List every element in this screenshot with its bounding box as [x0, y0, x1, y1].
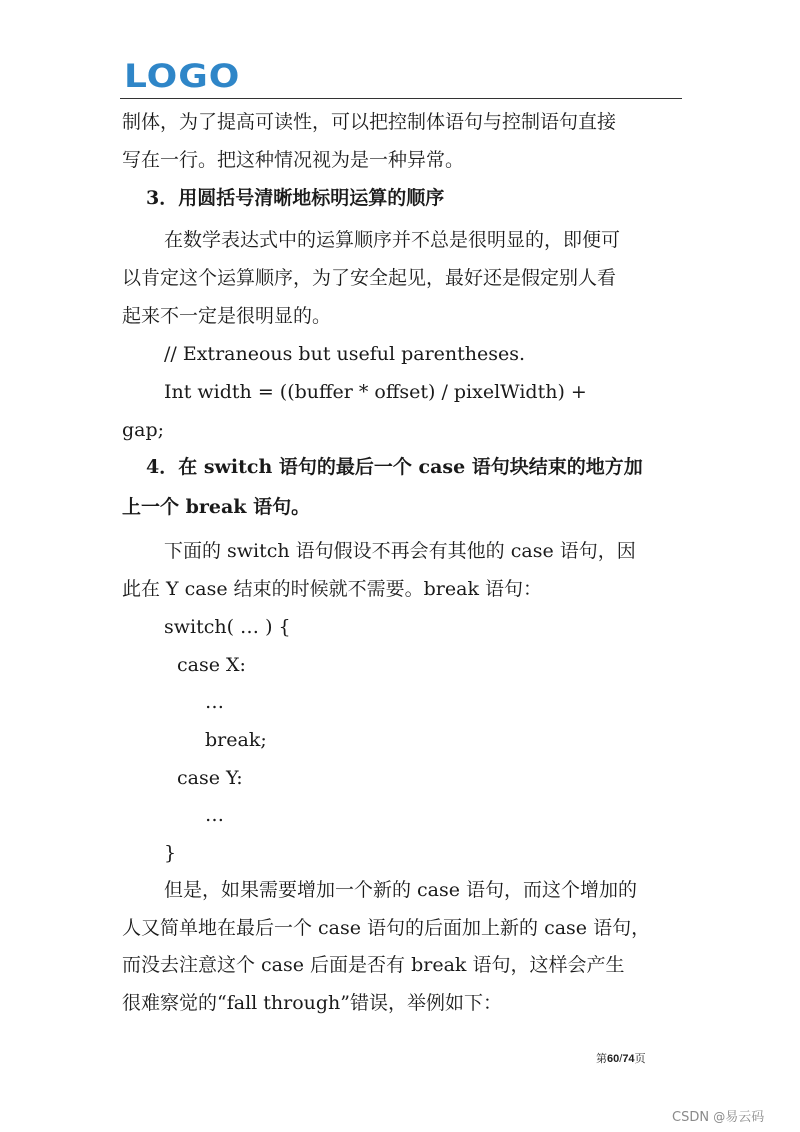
- code-line: break;: [205, 729, 267, 751]
- code-line: …: [205, 804, 224, 826]
- code-line: case Y:: [177, 767, 243, 789]
- code-line: …: [205, 691, 224, 713]
- paragraph-line: 此在 Y case 结束的时候就不需要。break 语句：: [122, 578, 542, 600]
- paragraph-line: 制体，为了提高可读性，可以把控制体语句与控制语句直接: [122, 111, 617, 133]
- code-line: case X:: [177, 654, 246, 676]
- page-suffix: 页: [634, 1053, 646, 1065]
- watermark-author: 易云码: [725, 1110, 765, 1125]
- paragraph-line: 下面的 switch 语句假设不再会有其他的 case 语句，因: [164, 540, 636, 562]
- code-line: gap;: [122, 419, 165, 441]
- paragraph-line: 以肯定这个运算顺序，为了安全起见，最好还是假定别人看: [122, 267, 617, 289]
- paragraph-line: 在数学表达式中的运算顺序并不总是很明显的，即便可: [164, 229, 621, 251]
- current-page: 60: [607, 1053, 620, 1065]
- watermark-platform: CSDN: [672, 1110, 710, 1125]
- paragraph-line: 很难察觉的“fall through”错误，举例如下：: [122, 992, 503, 1014]
- logo: LOGO: [124, 58, 241, 96]
- code-line: switch( … ) {: [164, 616, 291, 638]
- code-line: Int width = ((buffer * offset) / pixelWidth) +: [164, 381, 587, 403]
- watermark: [672, 1106, 764, 1125]
- watermark-at: @: [713, 1110, 726, 1124]
- page-number: [596, 1050, 646, 1066]
- total-pages: 74: [622, 1053, 635, 1065]
- paragraph-line: 起来不一定是很明显的。: [122, 305, 332, 327]
- paragraph-line: 但是，如果需要增加一个新的 case 语句，而这个增加的: [164, 879, 638, 901]
- paragraph-line: 人又简单地在最后一个 case 语句的后面加上新的 case 语句，: [122, 917, 651, 939]
- header-rule: [120, 98, 682, 99]
- section-heading-4-cont: 上一个 break 语句。: [122, 496, 311, 518]
- paragraph-line: 写在一行。把这种情况视为是一种异常。: [122, 149, 465, 171]
- page-prefix: 第: [596, 1053, 607, 1065]
- code-line: }: [164, 842, 177, 864]
- code-line: // Extraneous but useful parentheses.: [164, 343, 526, 365]
- section-heading-4: 4．在 switch 语句的最后一个 case 语句块结束的地方加: [146, 456, 643, 478]
- section-heading-3: 3．用圆括号清晰地标明运算的顺序: [146, 187, 445, 209]
- paragraph-line: 而没去注意这个 case 后面是否有 break 语句，这样会产生: [122, 954, 625, 976]
- page-separator: /: [619, 1053, 623, 1065]
